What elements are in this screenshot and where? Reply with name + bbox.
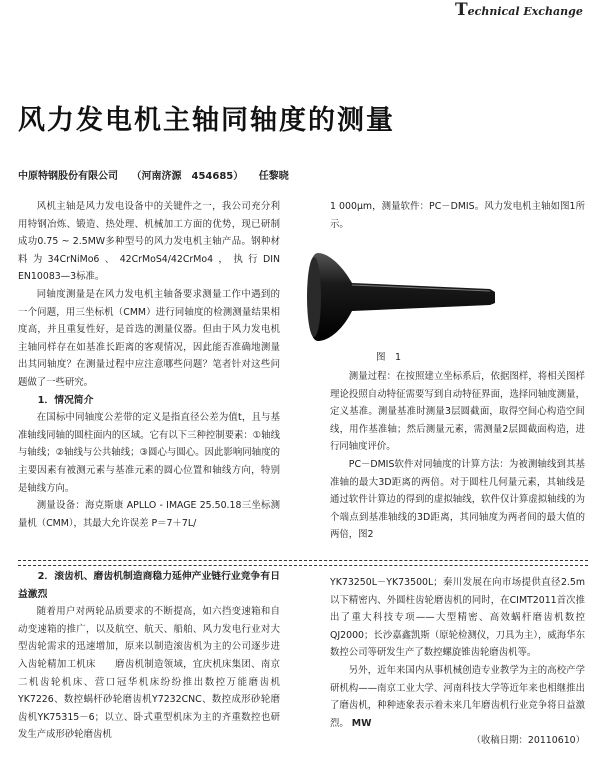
- section-divider: [18, 560, 588, 566]
- section-heading: 1．情况简介: [37, 394, 94, 406]
- paragraph-text: 另外，近年来国内从事机械创造专业教学为主的高校产学研机构——南京工业大学、河南科技大学等近年来也相继推出了磨齿机，种种迹象表示着未来几年磨齿机行业竞争将日益激烈。: [330, 664, 585, 729]
- article-title: 风力发电机主轴同轴度的测量: [18, 105, 395, 136]
- location: （河南济源 454685）: [131, 171, 244, 182]
- paragraph: 测量设备：海克斯康 APLLO - IMAGE 25.50.18三坐标测量机（CMM），其最大允许误差 P＝7＋7L/: [18, 500, 280, 529]
- section-header-text: echnical Exchange: [467, 5, 583, 18]
- right-column-top: [330, 368, 585, 544]
- figure-1-caption: 图 1: [376, 352, 402, 363]
- section-header-initial: T: [455, 0, 468, 20]
- right-column-bottom: [330, 574, 585, 750]
- received-date: （收稿日期：20110610）: [471, 735, 585, 747]
- paragraph: 1 000μm，测量软件：PC－DMIS。风力发电机主轴如图1所示。: [330, 201, 585, 230]
- paragraph: 同轴度测量是在风力发电机主轴备要求测量工作中遇到的一个问题，用三坐标机（CMM）进行同轴度的检测测量结果相度高，并且重复性好，是首选的测量仪器。但由于风力发电机主轴同样存在如基准长距离的客观情况，因此能否准确地测量出其同轴度？在测量过程中应注意哪些问题？笔者针对这些问题做了一些研究。: [18, 288, 280, 388]
- figure-1-shaft-image: [290, 245, 500, 345]
- article-byline: [18, 167, 289, 182]
- section-header-mark: [455, 0, 583, 20]
- paragraph: YK73250L－YK73500L；秦川发展在向市场提供直径2.5m以下精密内、外圆柱齿轮磨齿机的同时，在CIMT2011首次推出了重大科技专项——大型精密、高效蜗杆磨齿机数控QJ2000；长沙嘉鑫凯斯（原轮检测仪，刀具为主），威海华东数控公司等研发生产了数控螺旋锥齿轮磨齿机等。: [330, 577, 585, 659]
- paragraph: 风机主轴是风力发电设备中的关键件之一，我公司充分利用特钢冶炼、锻造、热处理、机械加工方面的优势，现已研制成功0.75 ~ 2.5MW多种型号的风力发电机主轴产品。钢种材料为34CrNiMo6、42CrMoS4/42CrMo4，执行DIN EN10083—3标准。: [18, 201, 280, 283]
- author: 任黎晓: [258, 171, 289, 182]
- left-column-bottom: [18, 568, 280, 744]
- left-column-top: [18, 198, 280, 532]
- right-column-intro: [330, 198, 585, 233]
- paragraph: PC－DMIS软件对同轴度的计算方法：为被测轴线到其基准轴的最大3D距离的两倍。对于圆柱几何量元素，其轴线是通过软件计算边的得到的虚拟轴线，软件仅计算虚拟轴线的为个端点到基准轴线的3D距离，其同轴度为两者间的最大值的两倍，图2: [330, 458, 585, 541]
- paragraph: 测量过程：在按照建立坐标系后，依据图样，将相关图样理论投照自动特征需要写到自动特征界面，选择同轴度测量，定义基准。测量基准时测量3层圆截面，取得空间心构造空间线，用作基准轴；然后测量元素，需测量2层圆截面构造，进行同轴度评价。: [330, 371, 585, 453]
- end-mark: MW: [351, 717, 372, 729]
- paragraph: 随着用户对两轮品质要求的不断提高，如六挡变速箱和自动变速箱的推广，以及航空、航天、船舶、风力发电行业对大型齿轮需求的迅速增加，原来以制造滚齿机为主的公司逐步进入齿轮精加工机床 磨齿机制造领域，宜庆机床集团、南京二机齿轮机床、营口冠华机床纷纷推出数控万能磨齿机YK7226、数控蜗杆砂轮磨齿机Y7232CNC、数控成形砂轮磨齿机YK75315－6；以立、卧式重型机床为主的齐重数控也研发生产成形砂轮磨齿机: [18, 606, 280, 741]
- paragraph: 在国标中同轴度公差带的定义是指直径公差为值t，且与基准轴线同轴的圆柱面内的区域。它有以下三种控制要素：①轴线与轴线；②轴线与公共轴线；③圆心与圆心。因此影响同轴度的主要因素有被测元素与基准元素的圆心位置和轴线方向，特别是轴线方向。: [18, 412, 280, 494]
- paragraph: [330, 662, 585, 732]
- section-heading: 2．滚齿机、磨齿机制造商稳力延伸产业链行业竞争有日益激烈: [18, 571, 280, 600]
- affiliation: 中原特钢股份有限公司: [18, 171, 118, 182]
